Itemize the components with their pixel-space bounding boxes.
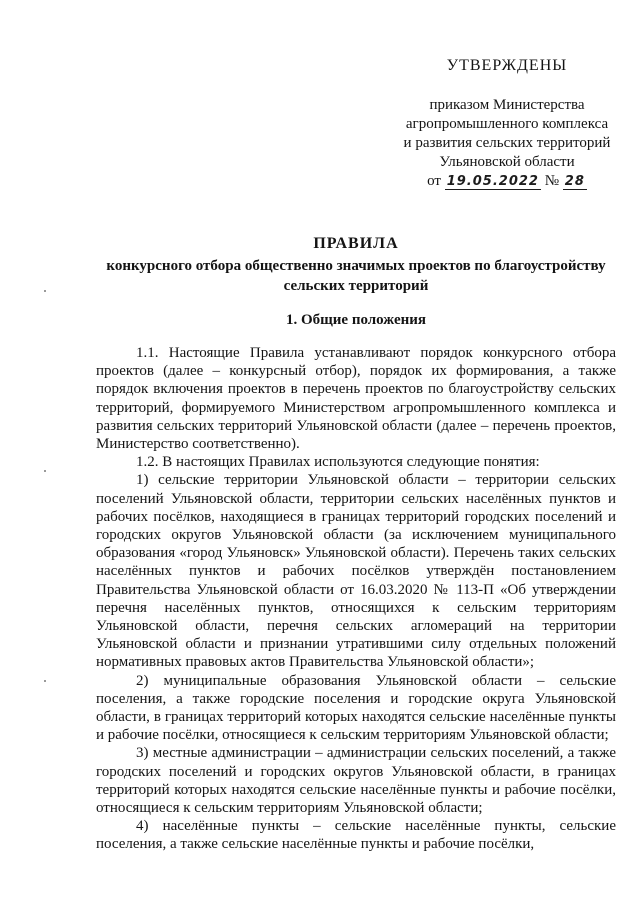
approval-line: Ульяновской области: [439, 154, 575, 170]
scan-artifact: [44, 470, 46, 472]
paragraph: 1.2. В настоящих Правилах используются следующие понятия:: [136, 454, 540, 471]
approval-title: УТВЕРЖДЕНЫ: [446, 57, 568, 74]
approval-line: агропромышленного комплекса: [405, 116, 609, 132]
scan-artifact: [44, 290, 46, 292]
document-type: ПРАВИЛА: [313, 235, 399, 252]
approval-line: и развития сельских территорий: [403, 135, 611, 151]
section-title: 1. Общие положения: [285, 312, 427, 328]
number-prefix: №: [544, 173, 560, 189]
paragraph: 1) сельские территории Ульяновской области – территории сельских поселений Ульяновской области, территории сельских населённых пунктов и рабочих посёлков, находящиеся в границах территорий городских поселений и городских округов Ульяновской области (за исключением муниципального образования «город Ульяновск» Ульяновской области). Перечень таких сельских населённых пунктов и рабочих посёлков утверждён постановлением Правительства Ульяновской области от 16.03.2020 № 113-П «Об утверждении перечня населённых пунктов, относящихся к сельским территориям Ульяновской области, перечня сельских агломераций на территории Ульяновской области и признании утратившими силу отдельных положений нормативных правовых актов Правительства Ульяновской области»;: [96, 472, 616, 671]
paragraph: 1.1. Настоящие Правила устанавливают порядок конкурсного отбора проектов (далее – конкурсный отбор), порядок их формирования, а также порядок включения проектов в перечень проектов по благоустройству сельских территорий, формируемого Министерством агропромышленного комплекса и развития сельских территорий Ульяновской области (далее – перечень проектов, Министерство соответственно).: [96, 345, 616, 453]
paragraph: 2) муниципальные образования Ульяновской области – сельские поселения, а также городские поселения и городские округа Ульяновской области, в границах территорий которых находятся сельские населённые пункты и рабочие посёлки, относящиеся к сельским территориям Ульяновской области;: [96, 672, 616, 744]
document-subtitle: конкурсного отбора общественно значимых проектов по благоустройству сельских территорий: [106, 258, 606, 294]
paragraph: 3) местные администрации – администрации сельских поселений, а также городских поселений и городских округов Ульяновской области, в границах территорий которых находятся сельские населённые пункты и рабочие посёлки, относящиеся к сельским территориям Ульяновской области;: [96, 745, 616, 817]
document-body: [96, 344, 616, 854]
order-date-number: [392, 172, 622, 191]
approval-block: [392, 56, 622, 191]
handwritten-number: 28: [564, 174, 585, 189]
date-prefix: от: [427, 173, 441, 189]
approval-line: приказом Министерства: [429, 97, 585, 113]
scan-artifact: [44, 680, 46, 682]
paragraph: 4) населённые пункты – сельские населённые пункты, сельские поселения, а также сельские населённые пункты и рабочие посёлки,: [96, 818, 616, 853]
handwritten-date: 19.05.2022: [446, 174, 539, 189]
